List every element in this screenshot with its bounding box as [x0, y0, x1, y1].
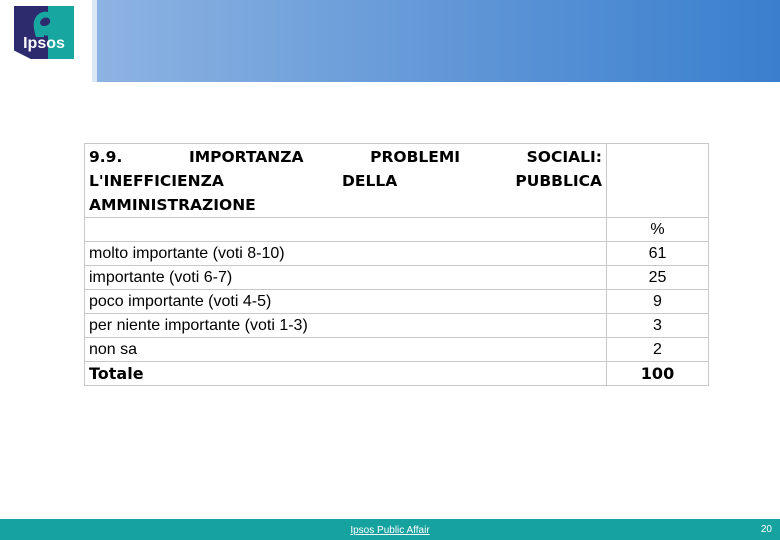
page-number: 20 — [760, 524, 772, 535]
row-value: 9 — [607, 290, 709, 314]
row-label: poco importante (voti 4-5) — [85, 290, 607, 314]
title-empty-cell — [607, 144, 709, 218]
header-banner — [0, 0, 780, 82]
logo-text: Ipsos — [23, 35, 65, 52]
logo-container — [0, 0, 92, 82]
row-value: 2 — [607, 338, 709, 362]
footer-link[interactable]: Ipsos Public Affair — [350, 525, 430, 536]
title-word: L'INEFFICIENZA — [89, 172, 224, 190]
total-label: Totale — [85, 362, 607, 386]
title-word: IMPORTANZA — [188, 148, 304, 166]
row-value: 3 — [607, 314, 709, 338]
table-row — [85, 290, 709, 314]
row-label: molto importante (voti 8-10) — [85, 242, 607, 266]
footer-bar — [0, 519, 780, 540]
row-label: per niente importante (voti 1-3) — [85, 314, 607, 338]
table-row — [85, 266, 709, 290]
table-row — [85, 314, 709, 338]
header-gradient-band — [97, 0, 780, 82]
title-word: SOCIALI: — [526, 148, 602, 166]
unit-header-row — [85, 218, 709, 242]
title-row — [85, 144, 709, 218]
title-word: PUBBLICA — [515, 172, 602, 190]
row-label: non sa — [85, 338, 607, 362]
row-value: 61 — [607, 242, 709, 266]
total-row — [85, 362, 709, 386]
title-line-2 — [89, 169, 602, 193]
title-line-1 — [89, 145, 602, 169]
total-value: 100 — [607, 362, 709, 386]
title-word: PROBLEMI — [370, 148, 461, 166]
table-title — [85, 144, 607, 218]
percent-header: % — [607, 218, 709, 242]
table-row — [85, 338, 709, 362]
results-table — [84, 143, 709, 386]
unit-header-empty-cell — [85, 218, 607, 242]
title-line-3 — [89, 193, 602, 217]
title-word: 9.9. — [89, 148, 123, 166]
row-value: 25 — [607, 266, 709, 290]
table-row — [85, 242, 709, 266]
title-word: DELLA — [342, 172, 398, 190]
row-label: importante (voti 6-7) — [85, 266, 607, 290]
title-word: AMMINISTRAZIONE — [89, 196, 256, 214]
